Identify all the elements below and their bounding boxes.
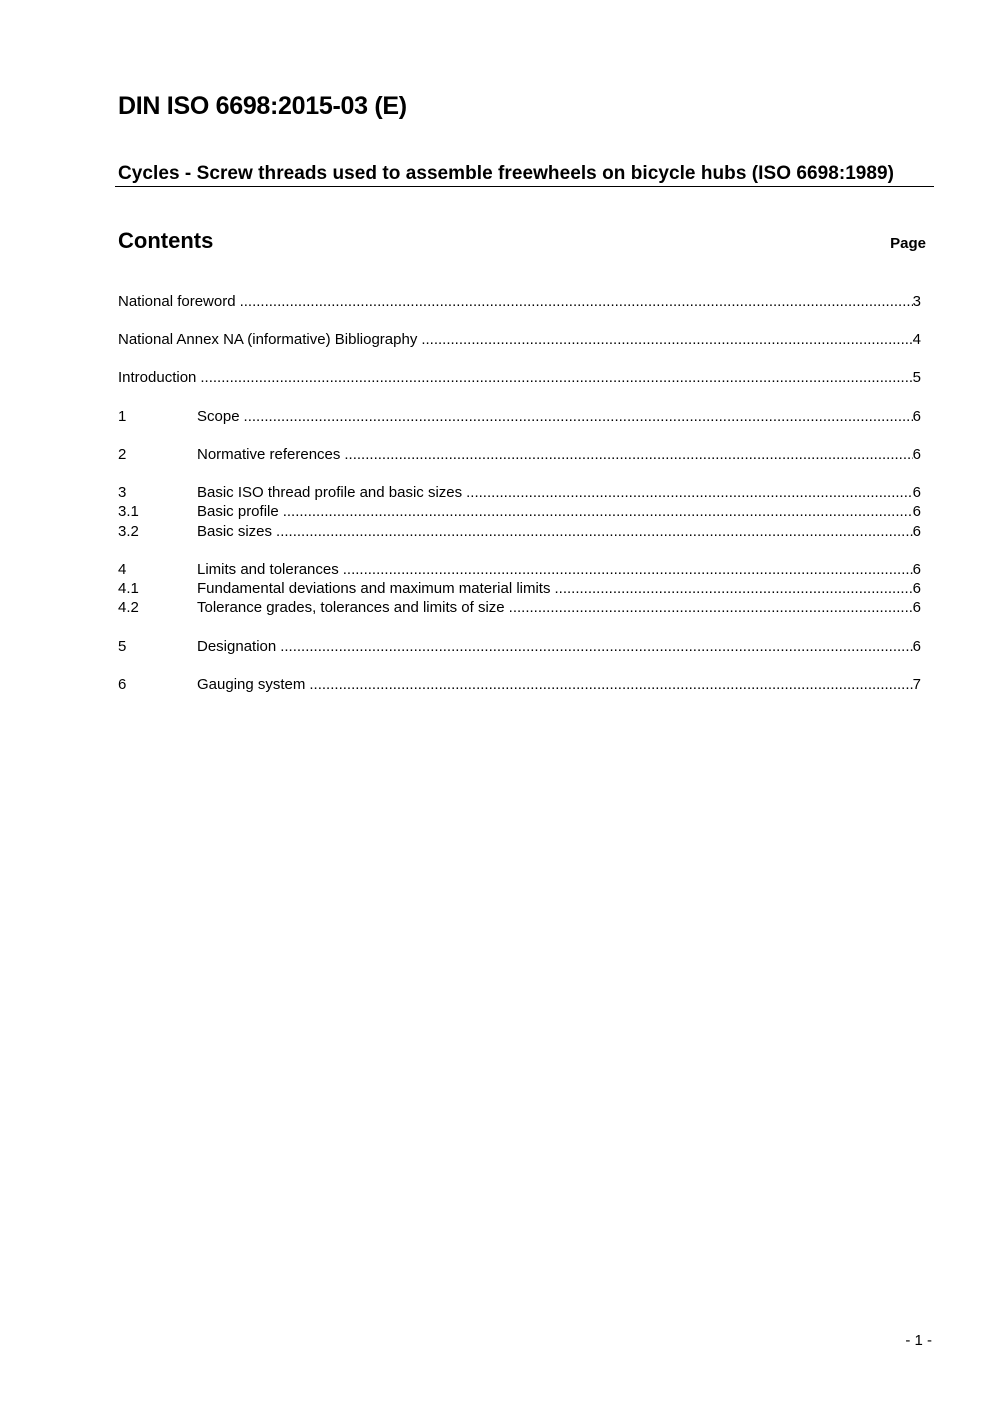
document-title: DIN ISO 6698:2015-03 (E) [118, 92, 407, 120]
toc-leader-dots [421, 330, 912, 349]
toc-entry-scope[interactable] [118, 407, 921, 426]
toc-entry-number: 1 [118, 408, 127, 425]
toc-leader-dots [309, 675, 912, 694]
toc-entry-title: National foreword [118, 293, 236, 310]
toc-entry-page: 6 [912, 484, 921, 501]
toc-entry-basic-sizes[interactable] [118, 522, 921, 541]
toc-entry-normative-references[interactable] [118, 445, 921, 464]
document-subtitle-block [115, 163, 934, 187]
toc-entry-page: 5 [912, 369, 921, 386]
toc-entry-page: 6 [912, 580, 921, 597]
toc-entry-limits-and-tolerances[interactable] [118, 560, 921, 579]
toc-entry-title: Normative references [197, 446, 341, 463]
toc-entry-page: 7 [912, 676, 921, 693]
toc-entry-basic-profile[interactable] [118, 502, 921, 521]
toc-entry-number: 4.2 [118, 599, 139, 616]
toc-entry-number: 3.2 [118, 523, 139, 540]
document-subtitle: Cycles - Screw threads used to assemble freewheels on bicycle hubs (ISO 6698:1989) [118, 163, 895, 184]
toc-entry-national-foreword[interactable] [118, 292, 921, 311]
toc-entry-national-annex[interactable] [118, 330, 921, 349]
toc-entry-title: Fundamental deviations and maximum material limits [197, 580, 551, 597]
toc-entry-number: 4 [118, 561, 127, 578]
toc-entry-title: Limits and tolerances [197, 561, 339, 578]
toc-entry-number: 6 [118, 676, 127, 693]
toc-entry-page: 4 [912, 331, 921, 348]
toc-entry-number: 3.1 [118, 503, 139, 520]
toc-leader-dots [344, 445, 912, 464]
toc-entry-page: 6 [912, 523, 921, 540]
toc-entry-title: National Annex NA (informative) Bibliography [118, 331, 418, 348]
toc-entry-title: Tolerance grades, tolerances and limits of size [197, 599, 505, 616]
toc-entry-title: Scope [197, 408, 240, 425]
toc-leader-dots [244, 407, 913, 426]
footer-page-number: - 1 - [905, 1332, 932, 1349]
toc-leader-dots [509, 598, 913, 617]
toc-entry-number: 3 [118, 484, 127, 501]
toc-entry-number: 4.1 [118, 580, 139, 597]
toc-entry-page: 3 [912, 293, 921, 310]
toc-leader-dots [343, 560, 913, 579]
toc-entry-title: Gauging system [197, 676, 306, 693]
page-column-heading: Page [890, 235, 926, 252]
toc-entry-page: 6 [912, 503, 921, 520]
toc-leader-dots [280, 637, 912, 656]
toc-entry-title: Basic profile [197, 503, 279, 520]
toc-entry-introduction[interactable] [118, 368, 921, 387]
contents-heading: Contents [118, 228, 214, 253]
toc-entry-designation[interactable] [118, 637, 921, 656]
toc-entry-title: Basic sizes [197, 523, 273, 540]
toc-entry-page: 6 [912, 446, 921, 463]
toc-leader-dots [200, 368, 912, 387]
toc-entry-title: Introduction [118, 369, 197, 386]
toc-entry-gauging-system[interactable] [118, 675, 921, 694]
toc-leader-dots [554, 579, 912, 598]
toc-entry-page: 6 [912, 561, 921, 578]
toc-leader-dots [466, 483, 913, 502]
toc-entry-title: Designation [197, 638, 277, 655]
toc-entry-fundamental-deviations[interactable] [118, 579, 921, 598]
toc-entry-page: 6 [912, 638, 921, 655]
toc-entry-title: Basic ISO thread profile and basic sizes [197, 484, 463, 501]
toc-entry-number: 5 [118, 638, 127, 655]
toc-leader-dots [276, 522, 913, 541]
toc-leader-dots [283, 502, 913, 521]
toc-entry-basic-iso-thread-profile[interactable] [118, 483, 921, 502]
toc-leader-dots [240, 292, 913, 311]
toc-entry-number: 2 [118, 446, 127, 463]
toc-entry-tolerance-grades[interactable] [118, 598, 921, 617]
toc-entry-page: 6 [912, 408, 921, 425]
toc-entry-page: 6 [912, 599, 921, 616]
